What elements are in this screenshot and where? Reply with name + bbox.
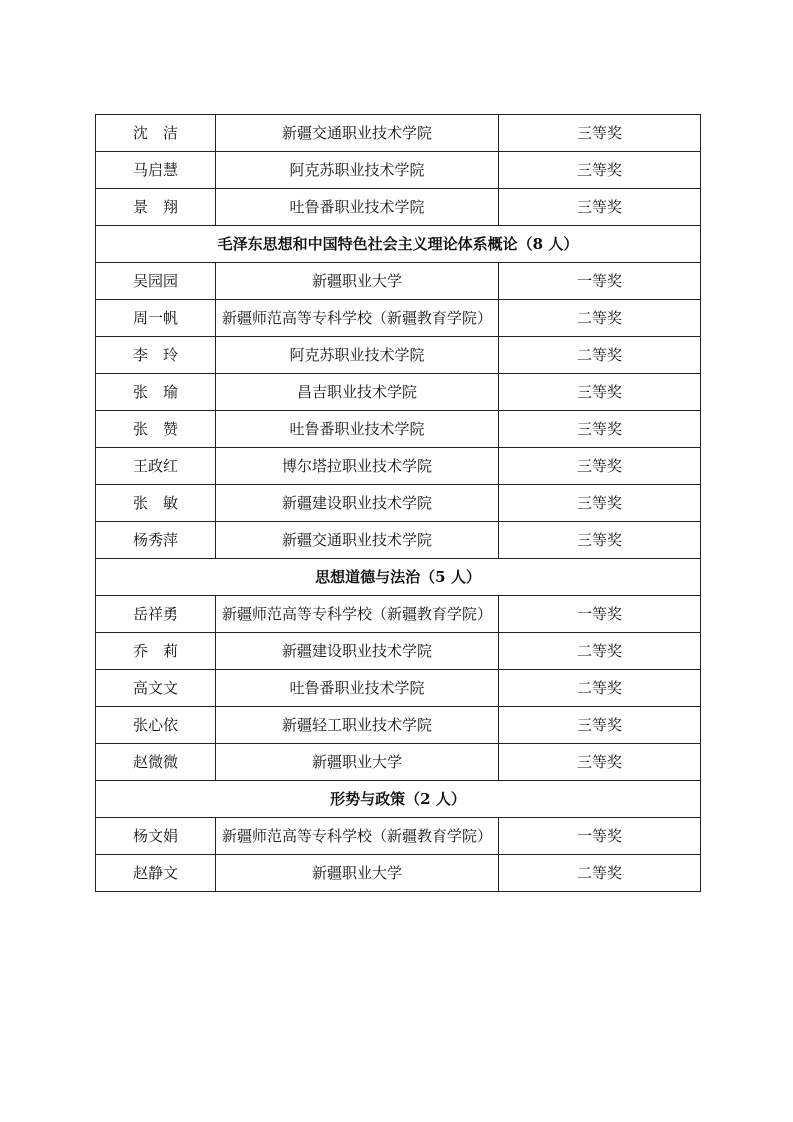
table-row xyxy=(96,818,701,855)
award-level: 一等奖 xyxy=(499,263,701,300)
winner-name: 杨秀萍 xyxy=(96,522,216,559)
school-name: 吐鲁番职业技术学院 xyxy=(216,670,499,707)
award-level: 一等奖 xyxy=(499,596,701,633)
winner-name: 吴园园 xyxy=(96,263,216,300)
section-header-row xyxy=(96,781,701,818)
award-level: 三等奖 xyxy=(499,411,701,448)
award-level: 三等奖 xyxy=(499,152,701,189)
winner-name: 赵微微 xyxy=(96,744,216,781)
table-row xyxy=(96,855,701,892)
table-row xyxy=(96,300,701,337)
award-level: 三等奖 xyxy=(499,485,701,522)
school-name: 新疆交通职业技术学院 xyxy=(216,522,499,559)
school-name: 阿克苏职业技术学院 xyxy=(216,337,499,374)
winner-name: 张 瑜 xyxy=(96,374,216,411)
school-name: 吐鲁番职业技术学院 xyxy=(216,411,499,448)
table-row xyxy=(96,744,701,781)
award-level: 三等奖 xyxy=(499,744,701,781)
table-row xyxy=(96,522,701,559)
table-row xyxy=(96,633,701,670)
award-level: 三等奖 xyxy=(499,522,701,559)
table-row xyxy=(96,670,701,707)
winner-name: 马启慧 xyxy=(96,152,216,189)
school-name: 新疆师范高等专科学校（新疆教育学院） xyxy=(216,818,499,855)
section-header-row xyxy=(96,226,701,263)
winner-name: 张 敏 xyxy=(96,485,216,522)
table-row xyxy=(96,448,701,485)
table-row xyxy=(96,485,701,522)
table-row xyxy=(96,337,701,374)
school-name: 新疆职业大学 xyxy=(216,855,499,892)
award-level: 三等奖 xyxy=(499,115,701,152)
school-name: 新疆师范高等专科学校（新疆教育学院） xyxy=(216,300,499,337)
winner-name: 景 翔 xyxy=(96,189,216,226)
award-level: 三等奖 xyxy=(499,448,701,485)
school-name: 新疆职业大学 xyxy=(216,744,499,781)
section-title: 毛泽东思想和中国特色社会主义理论体系概论（8 人） xyxy=(96,226,701,263)
table-row xyxy=(96,411,701,448)
winner-name: 高文文 xyxy=(96,670,216,707)
winner-name: 王政红 xyxy=(96,448,216,485)
school-name: 新疆交通职业技术学院 xyxy=(216,115,499,152)
winner-name: 周一帆 xyxy=(96,300,216,337)
section-header-row xyxy=(96,559,701,596)
awards-table xyxy=(95,114,701,892)
school-name: 博尔塔拉职业技术学院 xyxy=(216,448,499,485)
award-level: 二等奖 xyxy=(499,337,701,374)
school-name: 新疆轻工职业技术学院 xyxy=(216,707,499,744)
section-title: 形势与政策（2 人） xyxy=(96,781,701,818)
award-level: 三等奖 xyxy=(499,374,701,411)
school-name: 昌吉职业技术学院 xyxy=(216,374,499,411)
winner-name: 张 赞 xyxy=(96,411,216,448)
table-row xyxy=(96,115,701,152)
winner-name: 李 玲 xyxy=(96,337,216,374)
winner-name: 乔 莉 xyxy=(96,633,216,670)
school-name: 新疆师范高等专科学校（新疆教育学院） xyxy=(216,596,499,633)
table-row xyxy=(96,707,701,744)
winner-name: 沈 洁 xyxy=(96,115,216,152)
winner-name: 杨文娟 xyxy=(96,818,216,855)
award-level: 二等奖 xyxy=(499,300,701,337)
section-title: 思想道德与法治（5 人） xyxy=(96,559,701,596)
table-row xyxy=(96,152,701,189)
awards-table-body xyxy=(96,115,701,892)
winner-name: 赵静文 xyxy=(96,855,216,892)
table-row xyxy=(96,263,701,300)
school-name: 新疆职业大学 xyxy=(216,263,499,300)
table-row xyxy=(96,189,701,226)
award-level: 二等奖 xyxy=(499,670,701,707)
award-level: 一等奖 xyxy=(499,818,701,855)
table-row xyxy=(96,596,701,633)
award-level: 二等奖 xyxy=(499,855,701,892)
award-level: 三等奖 xyxy=(499,189,701,226)
winner-name: 张心依 xyxy=(96,707,216,744)
winner-name: 岳祥勇 xyxy=(96,596,216,633)
award-level: 二等奖 xyxy=(499,633,701,670)
table-row xyxy=(96,374,701,411)
school-name: 新疆建设职业技术学院 xyxy=(216,485,499,522)
school-name: 吐鲁番职业技术学院 xyxy=(216,189,499,226)
award-level: 三等奖 xyxy=(499,707,701,744)
school-name: 新疆建设职业技术学院 xyxy=(216,633,499,670)
school-name: 阿克苏职业技术学院 xyxy=(216,152,499,189)
